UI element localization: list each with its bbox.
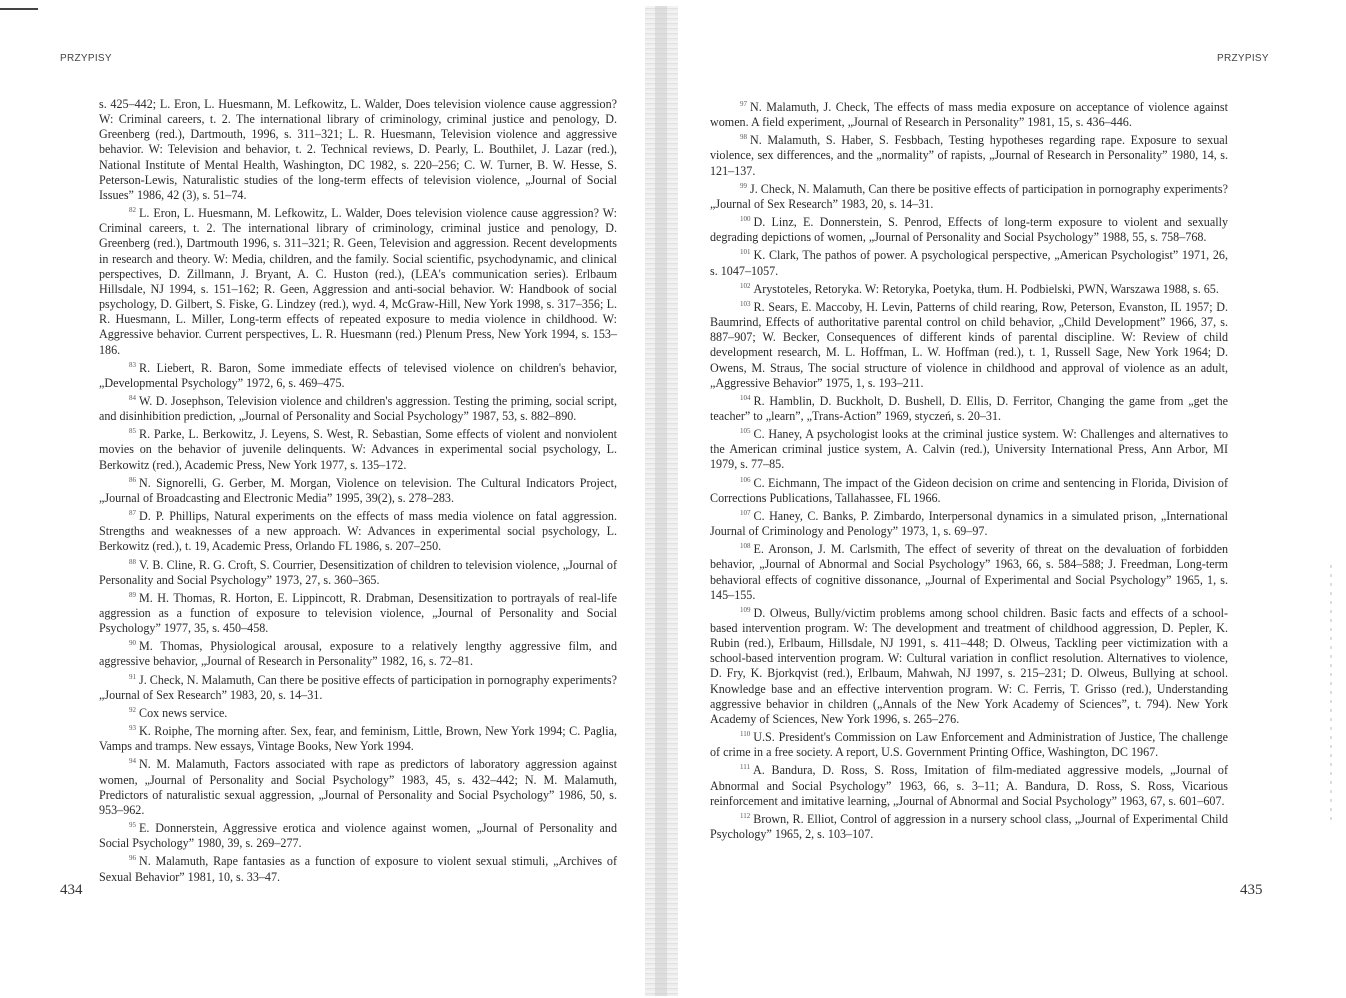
footnote-text: D. Linz, E. Donnerstein, S. Penrod, Effects of long-term exposure to violent and sexually degrading depictions of women, „Journal of Personality and Social Psychology” 1988, 55, s. 758–768. [710,215,1228,245]
footnote-number: 99 [740,181,747,190]
footnote-number: 105 [740,427,751,436]
footnote [99,670,617,703]
footnote-text: M. H. Thomas, R. Horton, E. Lippincott, R. Drabman, Desensitization to portrayals of real-life aggression as a function of exposure to television violence, „Journal of Personality and Social Psychology” 1977, 35, s. 450–458. [99,590,617,636]
footnote [710,473,1228,506]
footnote-number: 88 [129,557,136,566]
book-gutter-shadow [645,6,678,996]
footnote [710,506,1228,539]
footnote-text: R. Parke, L. Berkowitz, J. Leyens, S. West, R. Sebastian, Some effects of violent and nonviolent movies on the behavior of juvenile delinquents. W: Advances in experimental social psychology, L. Berkowitz (red.), Academic Press, New York 1977, s. 135–172. [99,427,617,472]
footnote-text: D. P. Phillips, Natural experiments on the effects of mass media violence on fatal aggression. Strengths and weaknesses of a new approach. W: Advances in experimental social psychology, L. Berkowitz (red.), t. 19, Academic Press, Orlando FL 1986, s. 207–250. [99,509,617,554]
footnote-text: E. Donnerstein, Aggressive erotica and violence against women, „Journal of Personality and Social Psychology” 1980, 39, s. 269–277. [99,821,617,851]
footnote-number: 89 [129,590,136,599]
footnote-number: 103 [740,299,751,308]
footnote [710,424,1228,472]
footnote-number: 91 [129,672,136,681]
footnote [710,603,1228,727]
footnote-text: L. Eron, L. Huesmann, M. Lefkowitz, L. Walder, Does television violence cause aggression? W: Criminal careers, t. 2. The international library of criminology, criminal justice and penology, D. Greenberg (red.), Dartmouth 1996, s. 311–321; R. Geen, Television and aggression. Recent developments in research and theory. W: Media, children, and the family. Social scientific, psychodynamic, and clinical perspectives, D. Zillmann, J. Bryant, A. C. Huston (red.), (LEA's communication series). Erlbaum Hillsdale, NJ 1994, s. 151–162; R. Geen, Aggression and anti-social behavior. W: Handbook of social psychology, D. Gilbert, S. Fiske, G. Lindzey (red.), wyd. 4, McGraw-Hill, New York 1998, s. 317–356; L. R. Huesmann, L. Miller, Long-term effects of repeated exposure to media violence in childhood. W: Aggressive behavior. Current perspectives, L. R. Huesmann (red.) Plenum Press, New York 1994, s. 153–186. [99,206,617,357]
running-header-left: PRZYPISY [60,53,112,64]
footnote-number: 90 [129,639,136,648]
footnote-text: V. B. Cline, R. G. Croft, S. Courrier, Desensitization of children to television violence, „Journal of Personality and Social Psychology” 1973, 27, s. 360–365. [99,557,617,587]
footnote-text: R. Liebert, R. Baron, Some immediate effects of televised violence on children's behavior, „Developmental Psychology” 1972, 6, s. 469–475. [99,360,617,390]
footnote-text: R. Hamblin, D. Buckholt, D. Bushell, D. Ellis, D. Ferritor, Changing the game from „get the teacher” to „learn”, „Trans-Action” 1969, styczeń, s. 20–31. [710,393,1228,423]
footnote-text: N. M. Malamuth, Factors associated with rape as predictors of laboratory aggression against women, „Journal of Personality and Social Psychology” 1983, 45, s. 432–442; N. M. Malamuth, Predictors of naturalistic sexual aggression, „Journal of Personality and Social Psychology” 1986, 50, s. 953–962. [99,757,617,817]
page-edge-speckle [1330,560,1332,820]
footnote [99,851,617,884]
footnote-number: 87 [129,509,136,518]
footnote [99,703,617,721]
footnote-text: D. Olweus, Bully/victim problems among school children. Basic facts and effects of a school-based intervention program. W: The development and treatment of childhood aggression, D. Pepler, K. Rubin (red.), Erlbaum, Hillsdale, NJ 1991, s. 411–448; D. Olweus, Tackling peer victimization with a school-based intervention program. W: Cultural variation in conflict resolution. Alternatives to violence, D. Fry, K. Bjorkqvist (red.), Erlbaum, Mahwah, NJ 1997, s. 215–231; D. Olweus, Bullying at school. Knowledge base and an effective intervention program. W: C. Ferris, T. Grisso (red.), Understanding aggressive behavior in children („Annals of the New York Academy of Sciences”, t. 794). New York Academy of Sciences, New York 1996, s. 265–276. [710,605,1228,726]
footnote-number: 96 [129,854,136,863]
footnote-number: 98 [740,133,747,142]
footnote [99,391,617,424]
footnote-text: A. Bandura, D. Ross, S. Ross, Imitation of film-mediated aggressive models, „Journal of Abnormal and Social Psychology” 1963, 66, s. 3–11; A. Bandura, D. Ross, S. Ross, Vicarious reinforcement and imitative learning, „Journal of Abnormal and Social Psychology” 1963, 67, s. 601–607. [710,763,1228,808]
footnote-number: 82 [129,206,136,215]
footnote-number: 107 [740,508,751,517]
footnote-number: 112 [740,811,751,820]
footnote [710,212,1228,245]
footnote-text: Cox news service. [139,705,228,720]
footnote [710,391,1228,424]
footnote-text: W. D. Josephson, Television violence and children's aggression. Testing the priming, social script, and disinhibition prediction, „Journal of Personality and Social Psychology” 1987, 53, s. 882–890. [99,393,617,424]
footnote [99,506,617,554]
footnote [710,179,1228,212]
footnote-text: K. Clark, The pathos of power. A psychological perspective, „American Psychologist” 1971, 26, s. 1047–1057. [710,248,1228,278]
footnote [99,588,617,636]
footnote [710,539,1228,603]
footnote-number: 86 [129,475,136,484]
footnote [710,97,1228,130]
footnote-number: 102 [740,281,751,290]
footnote-text: E. Aronson, J. M. Carlsmith, The effect of severity of threat on the devaluation of forbidden behavior, „Journal of Abnormal and Social Psychology” 1963, 66, s. 584–588; J. Freedman, Long-term behavioral effects of cognitive dissonance, „Journal of Experimental and Social Psychology” 1965, 1, s. 145–155. [710,542,1228,602]
top-corner-rule [0,8,38,10]
page-number-left: 434 [60,882,83,898]
footnote-number: 106 [740,475,751,484]
page-number-right: 435 [1240,882,1263,898]
footnote-text: C. Haney, A psychologist looks at the criminal justice system. W: Challenges and alternatives to the American criminal justice system, A. Calvin (red.), University International Press, Ann Arbor, MI 1979, s. 77–85. [710,427,1228,472]
footnote [710,809,1228,842]
footnote-number: 108 [740,542,751,551]
footnote-text: Brown, R. Elliot, Control of aggression in a nursery school class, „Journal of Experimental Child Psychology” 1965, 2, s. 103–107. [710,811,1228,842]
footnote-text: Arystoteles, Retoryka. W: Retoryka, Poetyka, tłum. H. Podbielski, PWN, Warszawa 1988, s. 65. [753,281,1219,296]
footnote [99,203,617,358]
footnote [99,721,617,754]
footnote-text: U.S. President's Commission on Law Enforcement and Administration of Justice, The challenge of crime in a free society. A report, U.S. Government Printing Office, Washington, DC 1967. [710,730,1228,760]
footnote [710,245,1228,278]
footnote-text: R. Sears, E. Maccoby, H. Levin, Patterns of child rearing, Row, Peterson, Evanston, IL 1957; D. Baumrind, Effects of authoritative parental control on child behavior, „Child Development” 1966, 37, s. 887–907; W. Becker, Consequences of different kinds of parental discipline. W: Review of child development research, M. L. Hoffman, L. W. Hoffman (red.), t. 1, Russell Sage, New York 1964; D. Owens, M. Straus, The social structure of violence in childhood and approval of violence as an adult, „Aggressive Behavior” 1975, 1, s. 193–211. [710,299,1228,390]
footnotes-column-right [710,97,1228,842]
footnote-number: 100 [740,215,751,224]
footnote [710,727,1228,760]
footnote-number: 111 [740,763,750,772]
footnote-number: 109 [740,605,751,614]
footnote [99,97,617,203]
footnote [99,358,617,391]
footnote-text: s. 425–442; L. Eron, L. Huesmann, M. Lefkowitz, L. Walder, Does television violence cause aggression? W: Criminal careers, t. 2. The international library of criminology, criminal justice and penology, D. Greenberg (red.), Dartmouth, 1996, s. 311–321; L. R. Huesmann, Television violence and aggressive behavior. W: Television and behavior, t. 2. Technical reviews, D. Pearly, L. Bouthilet, J. Lazar (red.), National Institute of Mental Health, Washington, DC 1982, s. 220–256; C. W. Turner, B. W. Hesse, S. Peterson-Lewis, Naturalistic studies of the long-term effects of television violence, „Journal of Social Issues” 1986, 42 (3), s. 51–74. [99,97,617,202]
footnote-number: 85 [129,427,136,436]
footnote-number: 101 [740,248,751,257]
footnote-number: 104 [740,393,751,402]
footnote-number: 83 [129,360,136,369]
running-header-right: PRZYPISY [1217,53,1269,64]
footnote-text: N. Malamuth, J. Check, The effects of mass media exposure on acceptance of violence against women. A field experiment, „Journal of Research in Personality” 1981, 15, s. 436–446. [710,100,1228,130]
footnote [99,424,617,472]
footnote [710,297,1228,391]
footnote-text: N. Malamuth, S. Haber, S. Fesbbach, Testing hypotheses regarding rape. Exposure to sexual violence, sex differences, and the „normality” of rapists, „Journal of Research in Personality” 1980, 14, s. 121–137. [710,133,1228,178]
footnote [710,279,1228,297]
footnote-number: 110 [740,730,751,739]
footnote-text: N. Malamuth, Rape fantasies as a function of exposure to violent sexual stimuli, „Archives of Sexual Behavior” 1981, 10, s. 33–47. [99,854,617,884]
footnote-text: M. Thomas, Physiological arousal, exposure to a relatively lengthy aggressive film, and aggressive behavior, „Journal of Research in Personality” 1982, 16, s. 72–81. [99,639,617,669]
footnote [99,555,617,588]
footnote [710,130,1228,178]
footnote [99,636,617,669]
footnote-text: N. Signorelli, G. Gerber, M. Morgan, Violence on television. The Cultural Indicators Project, „Journal of Broadcasting and Electronic Media” 1995, 39(2), s. 278–283. [99,475,617,505]
footnotes-column-left [99,97,617,885]
footnote-text: J. Check, N. Malamuth, Can there be positive effects of participation in pornography experiments? „Journal of Sex Research” 1983, 20, s. 14–31. [710,181,1228,211]
footnote-number: 92 [129,705,136,714]
footnote-number: 95 [129,821,136,830]
footnote-number: 94 [129,757,136,766]
footnote-number: 84 [129,393,136,402]
footnote-text: K. Roiphe, The morning after. Sex, fear, and feminism, Little, Brown, New York 1994; C. Paglia, Vamps and tramps. New essays, Vintage Books, New York 1994. [99,724,617,754]
footnote-number: 93 [129,724,136,733]
footnote [710,760,1228,808]
footnote-number: 97 [740,100,747,108]
footnote [99,818,617,851]
footnote [99,473,617,506]
footnote [99,754,617,818]
footnote-text: C. Haney, C. Banks, P. Zimbardo, Interpersonal dynamics in a simulated prison, „International Journal of Criminology and Penology” 1973, 1, s. 69–97. [710,508,1228,539]
footnote-text: C. Eichmann, The impact of the Gideon decision on crime and sentencing in Florida, Division of Corrections Publications, Tallahassee, FL 1966. [710,475,1228,505]
footnote-text: J. Check, N. Malamuth, Can there be positive effects of participation in pornography experiments? „Journal of Sex Research” 1983, 20, s. 14–31. [99,672,617,702]
